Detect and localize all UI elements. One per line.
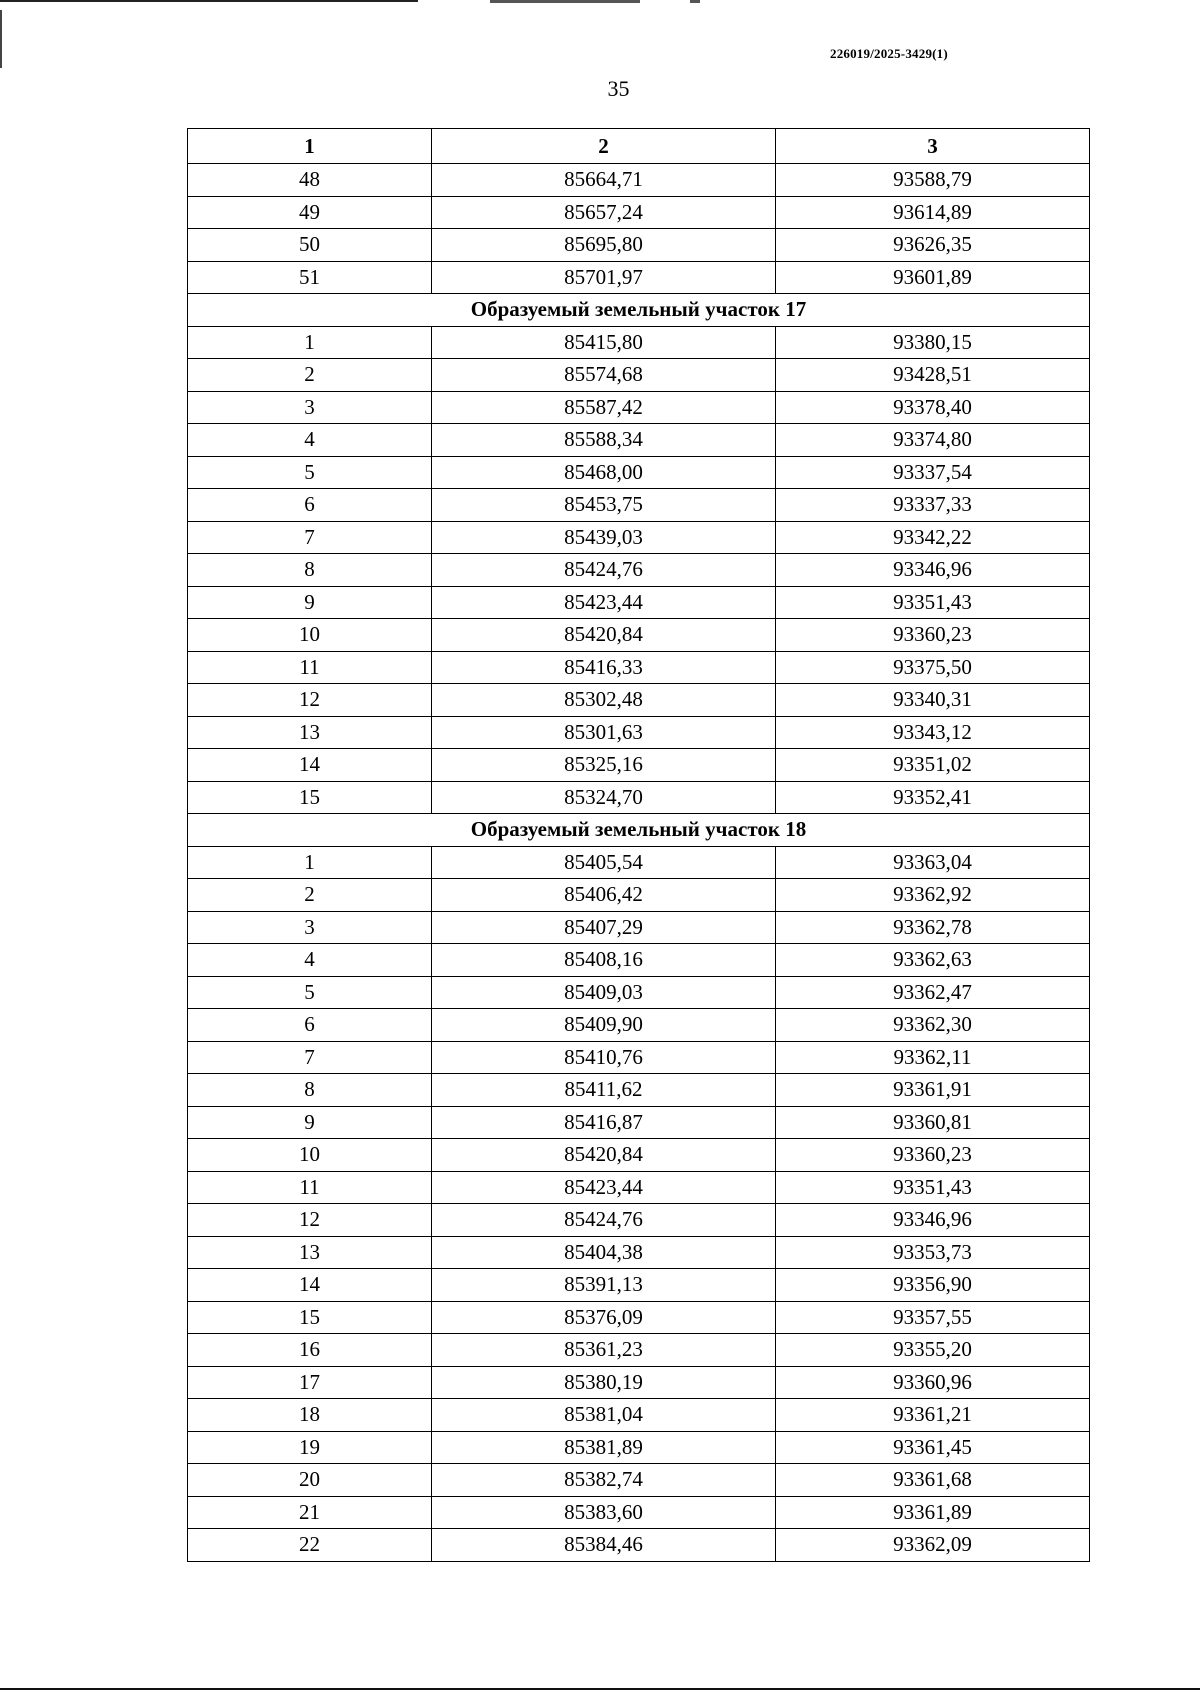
point-number-cell: 12 bbox=[188, 684, 432, 717]
point-number-cell: 5 bbox=[188, 976, 432, 1009]
point-number-cell: 2 bbox=[188, 879, 432, 912]
y-coordinate-cell: 93355,20 bbox=[776, 1334, 1090, 1367]
table-row bbox=[188, 261, 1090, 294]
table-row bbox=[188, 521, 1090, 554]
y-coordinate-cell: 93337,33 bbox=[776, 489, 1090, 522]
table-row bbox=[188, 1041, 1090, 1074]
y-coordinate-cell: 93362,78 bbox=[776, 911, 1090, 944]
y-coordinate-cell: 93357,55 bbox=[776, 1301, 1090, 1334]
x-coordinate-cell: 85383,60 bbox=[432, 1496, 776, 1529]
y-coordinate-cell: 93375,50 bbox=[776, 651, 1090, 684]
x-coordinate-cell: 85404,38 bbox=[432, 1236, 776, 1269]
point-number-cell: 9 bbox=[188, 586, 432, 619]
x-coordinate-cell: 85588,34 bbox=[432, 424, 776, 457]
point-number-cell: 18 bbox=[188, 1399, 432, 1432]
x-coordinate-cell: 85423,44 bbox=[432, 1171, 776, 1204]
table-row bbox=[188, 359, 1090, 392]
y-coordinate-cell: 93361,68 bbox=[776, 1464, 1090, 1497]
x-coordinate-cell: 85408,16 bbox=[432, 944, 776, 977]
table-row bbox=[188, 781, 1090, 814]
x-coordinate-cell: 85423,44 bbox=[432, 586, 776, 619]
table-row bbox=[188, 976, 1090, 1009]
table-row bbox=[188, 1171, 1090, 1204]
table-row bbox=[188, 1301, 1090, 1334]
y-coordinate-cell: 93588,79 bbox=[776, 164, 1090, 197]
y-coordinate-cell: 93361,89 bbox=[776, 1496, 1090, 1529]
x-coordinate-cell: 85416,87 bbox=[432, 1106, 776, 1139]
section-title: Образуемый земельный участок 18 bbox=[188, 814, 1090, 847]
page-number: 35 bbox=[607, 76, 630, 101]
x-coordinate-cell: 85468,00 bbox=[432, 456, 776, 489]
y-coordinate-cell: 93361,91 bbox=[776, 1074, 1090, 1107]
point-number-cell: 19 bbox=[188, 1431, 432, 1464]
scan-mark-left bbox=[0, 10, 4, 68]
point-number-cell: 1 bbox=[188, 846, 432, 879]
y-coordinate-cell: 93360,81 bbox=[776, 1106, 1090, 1139]
table-row bbox=[188, 1366, 1090, 1399]
x-coordinate-cell: 85324,70 bbox=[432, 781, 776, 814]
point-number-cell: 1 bbox=[188, 326, 432, 359]
x-coordinate-cell: 85381,04 bbox=[432, 1399, 776, 1432]
point-number-cell: 6 bbox=[188, 1009, 432, 1042]
table-row bbox=[188, 1399, 1090, 1432]
point-number-cell: 22 bbox=[188, 1529, 432, 1562]
table-row bbox=[188, 489, 1090, 522]
point-number-cell: 13 bbox=[188, 1236, 432, 1269]
x-coordinate-cell: 85405,54 bbox=[432, 846, 776, 879]
table-row bbox=[188, 749, 1090, 782]
y-coordinate-cell: 93614,89 bbox=[776, 196, 1090, 229]
table-row bbox=[188, 684, 1090, 717]
column-header-y: 3 bbox=[776, 129, 1090, 164]
x-coordinate-cell: 85391,13 bbox=[432, 1269, 776, 1302]
point-number-cell: 5 bbox=[188, 456, 432, 489]
document-number: 226019/2025-3429(1) bbox=[830, 46, 948, 61]
column-header-x: 2 bbox=[432, 129, 776, 164]
point-number-cell: 9 bbox=[188, 1106, 432, 1139]
y-coordinate-cell: 93353,73 bbox=[776, 1236, 1090, 1269]
table-row bbox=[188, 716, 1090, 749]
point-number-cell: 8 bbox=[188, 554, 432, 587]
table-row bbox=[188, 554, 1090, 587]
table-row bbox=[188, 424, 1090, 457]
x-coordinate-cell: 85376,09 bbox=[432, 1301, 776, 1334]
x-coordinate-cell: 85657,24 bbox=[432, 196, 776, 229]
point-number-cell: 2 bbox=[188, 359, 432, 392]
y-coordinate-cell: 93343,12 bbox=[776, 716, 1090, 749]
x-coordinate-cell: 85439,03 bbox=[432, 521, 776, 554]
point-number-cell: 6 bbox=[188, 489, 432, 522]
point-number-cell: 3 bbox=[188, 391, 432, 424]
x-coordinate-cell: 85695,80 bbox=[432, 229, 776, 262]
table-row bbox=[188, 229, 1090, 262]
table-row bbox=[188, 1496, 1090, 1529]
point-number-cell: 4 bbox=[188, 424, 432, 457]
y-coordinate-cell: 93360,23 bbox=[776, 1139, 1090, 1172]
point-number-cell: 14 bbox=[188, 1269, 432, 1302]
point-number-cell: 49 bbox=[188, 196, 432, 229]
y-coordinate-cell: 93362,47 bbox=[776, 976, 1090, 1009]
table-row bbox=[188, 651, 1090, 684]
coordinates-table bbox=[187, 128, 1090, 1562]
x-coordinate-cell: 85411,62 bbox=[432, 1074, 776, 1107]
y-coordinate-cell: 93362,63 bbox=[776, 944, 1090, 977]
y-coordinate-cell: 93362,30 bbox=[776, 1009, 1090, 1042]
point-number-cell: 15 bbox=[188, 1301, 432, 1334]
point-number-cell: 51 bbox=[188, 261, 432, 294]
x-coordinate-cell: 85574,68 bbox=[432, 359, 776, 392]
point-number-cell: 15 bbox=[188, 781, 432, 814]
scan-artifact-top bbox=[490, 0, 640, 3]
point-number-cell: 8 bbox=[188, 1074, 432, 1107]
point-number-cell: 4 bbox=[188, 944, 432, 977]
table-row bbox=[188, 1139, 1090, 1172]
x-coordinate-cell: 85424,76 bbox=[432, 1204, 776, 1237]
point-number-cell: 3 bbox=[188, 911, 432, 944]
y-coordinate-cell: 93337,54 bbox=[776, 456, 1090, 489]
x-coordinate-cell: 85415,80 bbox=[432, 326, 776, 359]
x-coordinate-cell: 85380,19 bbox=[432, 1366, 776, 1399]
y-coordinate-cell: 93340,31 bbox=[776, 684, 1090, 717]
point-number-cell: 10 bbox=[188, 1139, 432, 1172]
y-coordinate-cell: 93356,90 bbox=[776, 1269, 1090, 1302]
point-number-cell: 17 bbox=[188, 1366, 432, 1399]
x-coordinate-cell: 85301,63 bbox=[432, 716, 776, 749]
y-coordinate-cell: 93351,43 bbox=[776, 1171, 1090, 1204]
x-coordinate-cell: 85453,75 bbox=[432, 489, 776, 522]
y-coordinate-cell: 93378,40 bbox=[776, 391, 1090, 424]
table-row bbox=[188, 196, 1090, 229]
table-row bbox=[188, 619, 1090, 652]
scan-border-top bbox=[0, 0, 418, 2]
table-row bbox=[188, 326, 1090, 359]
point-number-cell: 7 bbox=[188, 1041, 432, 1074]
table-row bbox=[188, 846, 1090, 879]
x-coordinate-cell: 85701,97 bbox=[432, 261, 776, 294]
table-row bbox=[188, 1529, 1090, 1562]
table-row bbox=[188, 1431, 1090, 1464]
table-row bbox=[188, 1204, 1090, 1237]
section-title: Образуемый земельный участок 17 bbox=[188, 294, 1090, 327]
y-coordinate-cell: 93363,04 bbox=[776, 846, 1090, 879]
x-coordinate-cell: 85416,33 bbox=[432, 651, 776, 684]
point-number-cell: 48 bbox=[188, 164, 432, 197]
table-row bbox=[188, 911, 1090, 944]
point-number-cell: 10 bbox=[188, 619, 432, 652]
x-coordinate-cell: 85302,48 bbox=[432, 684, 776, 717]
point-number-cell: 11 bbox=[188, 1171, 432, 1204]
point-number-cell: 21 bbox=[188, 1496, 432, 1529]
y-coordinate-cell: 93346,96 bbox=[776, 1204, 1090, 1237]
y-coordinate-cell: 93352,41 bbox=[776, 781, 1090, 814]
table-row bbox=[188, 879, 1090, 912]
y-coordinate-cell: 93360,23 bbox=[776, 619, 1090, 652]
x-coordinate-cell: 85407,29 bbox=[432, 911, 776, 944]
y-coordinate-cell: 93346,96 bbox=[776, 554, 1090, 587]
y-coordinate-cell: 93601,89 bbox=[776, 261, 1090, 294]
point-number-cell: 14 bbox=[188, 749, 432, 782]
y-coordinate-cell: 93360,96 bbox=[776, 1366, 1090, 1399]
y-coordinate-cell: 93362,92 bbox=[776, 879, 1090, 912]
point-number-cell: 50 bbox=[188, 229, 432, 262]
y-coordinate-cell: 93374,80 bbox=[776, 424, 1090, 457]
x-coordinate-cell: 85381,89 bbox=[432, 1431, 776, 1464]
table-row bbox=[188, 456, 1090, 489]
point-number-cell: 13 bbox=[188, 716, 432, 749]
point-number-cell: 7 bbox=[188, 521, 432, 554]
point-number-cell: 16 bbox=[188, 1334, 432, 1367]
x-coordinate-cell: 85420,84 bbox=[432, 1139, 776, 1172]
y-coordinate-cell: 93351,43 bbox=[776, 586, 1090, 619]
y-coordinate-cell: 93428,51 bbox=[776, 359, 1090, 392]
table-header-row bbox=[188, 129, 1090, 164]
x-coordinate-cell: 85420,84 bbox=[432, 619, 776, 652]
y-coordinate-cell: 93362,11 bbox=[776, 1041, 1090, 1074]
table-row bbox=[188, 1269, 1090, 1302]
y-coordinate-cell: 93361,21 bbox=[776, 1399, 1090, 1432]
x-coordinate-cell: 85664,71 bbox=[432, 164, 776, 197]
scan-artifact-top-small bbox=[690, 0, 700, 3]
y-coordinate-cell: 93362,09 bbox=[776, 1529, 1090, 1562]
y-coordinate-cell: 93342,22 bbox=[776, 521, 1090, 554]
y-coordinate-cell: 93380,15 bbox=[776, 326, 1090, 359]
table-row bbox=[188, 1106, 1090, 1139]
x-coordinate-cell: 85409,03 bbox=[432, 976, 776, 1009]
y-coordinate-cell: 93626,35 bbox=[776, 229, 1090, 262]
x-coordinate-cell: 85410,76 bbox=[432, 1041, 776, 1074]
y-coordinate-cell: 93351,02 bbox=[776, 749, 1090, 782]
x-coordinate-cell: 85325,16 bbox=[432, 749, 776, 782]
table-row bbox=[188, 1334, 1090, 1367]
x-coordinate-cell: 85424,76 bbox=[432, 554, 776, 587]
point-number-cell: 12 bbox=[188, 1204, 432, 1237]
table-row bbox=[188, 944, 1090, 977]
point-number-cell: 20 bbox=[188, 1464, 432, 1497]
table-row bbox=[188, 164, 1090, 197]
column-header-number: 1 bbox=[188, 129, 432, 164]
x-coordinate-cell: 85384,46 bbox=[432, 1529, 776, 1562]
section-header-row bbox=[188, 814, 1090, 847]
table-row bbox=[188, 1236, 1090, 1269]
table-row bbox=[188, 586, 1090, 619]
point-number-cell: 11 bbox=[188, 651, 432, 684]
table-body bbox=[188, 164, 1090, 1562]
section-header-row bbox=[188, 294, 1090, 327]
table-row bbox=[188, 391, 1090, 424]
x-coordinate-cell: 85382,74 bbox=[432, 1464, 776, 1497]
x-coordinate-cell: 85587,42 bbox=[432, 391, 776, 424]
y-coordinate-cell: 93361,45 bbox=[776, 1431, 1090, 1464]
x-coordinate-cell: 85406,42 bbox=[432, 879, 776, 912]
table-row bbox=[188, 1074, 1090, 1107]
x-coordinate-cell: 85361,23 bbox=[432, 1334, 776, 1367]
table-row bbox=[188, 1464, 1090, 1497]
table-row bbox=[188, 1009, 1090, 1042]
scan-border-bottom bbox=[0, 1688, 1200, 1690]
x-coordinate-cell: 85409,90 bbox=[432, 1009, 776, 1042]
